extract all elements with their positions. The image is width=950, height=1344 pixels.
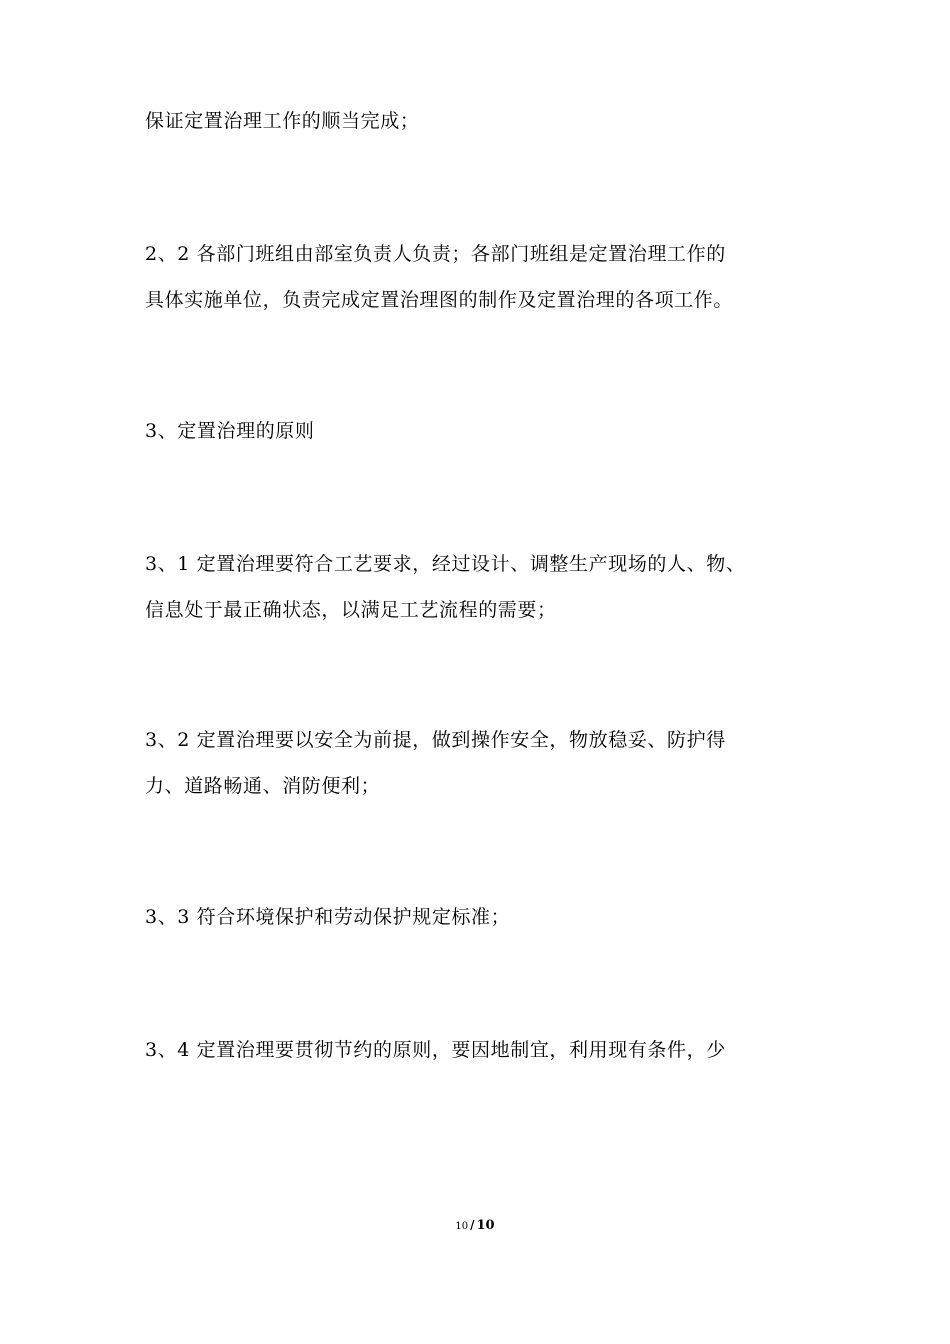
- paragraph-line: 3、1 定置治理要符合工艺要求，经过设计、调整生产现场的人、物、: [145, 553, 746, 575]
- paragraph-line: 3、定置治理的原则: [145, 420, 315, 442]
- paragraph-3-1: [145, 541, 810, 633]
- paragraph-2: [145, 231, 810, 323]
- paragraph-line: 3、2 定置治理要以安全为前提，做到操作安全，物放稳妥、防护得: [145, 729, 726, 751]
- paragraph-line: 3、3 符合环境保护和劳动保护规定标准；: [145, 906, 511, 928]
- paragraph-line: 力、道路畅通、消防便利；: [145, 775, 381, 797]
- paragraph-line: 保证定置治理工作的顺当完成；: [145, 110, 420, 132]
- paragraph-line: 3、4 定置治理要贯彻节约的原则，要因地制宜，利用现有条件，少: [145, 1039, 726, 1061]
- page-separator: /: [470, 1218, 475, 1232]
- section-heading-3: [145, 408, 810, 454]
- paragraph-line: 具体实施单位，负责完成定置治理图的制作及定置治理的各项工作。: [145, 289, 734, 311]
- paragraph-3-3: [145, 894, 810, 940]
- paragraph-line: 信息处于最正确状态，以满足工艺流程的需要；: [145, 599, 557, 621]
- paragraph-3-2: [145, 717, 810, 809]
- paragraph-line: 2、2 各部门班组由部室负责人负责；各部门班组是定置治理工作的: [145, 243, 726, 265]
- paragraph-3-4: [145, 1027, 810, 1073]
- total-page-count: 10: [476, 1218, 495, 1233]
- current-page-number: 10: [455, 1221, 469, 1232]
- paragraph-1: [145, 98, 810, 144]
- page-number-footer: [0, 1217, 950, 1235]
